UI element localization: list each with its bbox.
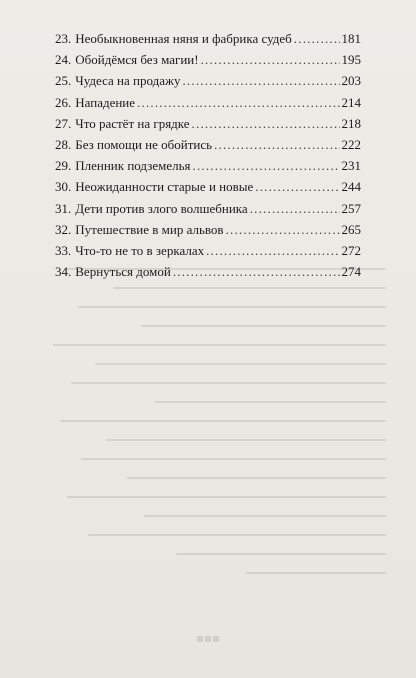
reverse-page-bleed-through [36,268,386,628]
dot-leader [182,70,339,91]
chapter-number: 31. [55,200,72,216]
page-number: 195 [341,52,361,68]
page-number: 272 [341,242,361,258]
toc-entry [55,240,361,261]
toc-entry [55,261,361,282]
chapter-number: 32. [55,221,72,237]
dot-leader [193,155,340,176]
toc-entry [55,113,361,134]
chapter-title: Пленник подземелья [75,158,191,174]
chapter-title: Нападение [75,94,136,110]
reverse-page-folio-bleed [196,634,220,644]
chapter-title: Что-то не то в зеркалах [75,242,205,258]
dot-leader [294,28,340,49]
toc-entry [55,70,361,91]
dot-leader [201,49,340,70]
chapter-number: 23. [55,31,72,46]
chapter-number: 29. [55,158,72,174]
toc-entry [55,92,361,113]
chapter-number: 24. [55,52,72,68]
dot-leader [206,240,339,261]
page-number: 203 [341,73,361,89]
toc-entry [55,219,361,240]
page-number: 274 [341,264,361,280]
chapter-title: Обойдёмся без магии! [75,52,199,68]
chapter-number: 30. [55,179,72,195]
chapter-title: Неожиданности старые и новые [75,179,254,195]
chapter-number: 28. [55,136,72,152]
page-number: 231 [341,158,361,174]
dot-leader [192,113,340,134]
page-number: 214 [341,94,361,110]
toc-entry [55,134,361,155]
dot-leader [255,176,339,197]
dot-leader [173,261,340,282]
chapter-number: 34. [55,264,72,280]
chapter-title: Чудеса на продажу [75,73,181,89]
page-number: 257 [341,200,361,216]
chapter-title: Что растёт на грядке [75,115,190,131]
table-of-contents [55,28,361,282]
dot-leader [214,134,339,155]
chapter-title: Необыкновенная няня и фабрика судеб [75,31,292,46]
dot-leader [226,219,340,240]
chapter-number: 26. [55,94,72,110]
dot-leader [250,198,340,219]
toc-entry [55,176,361,197]
page-number: 181 [341,31,361,46]
chapter-title: Вернуться домой [75,264,171,280]
chapter-title: Путешествие в мир альвов [75,221,224,237]
page-number: 222 [341,136,361,152]
chapter-title: Дети против злого волшебника [75,200,248,216]
toc-entry [55,49,361,70]
chapter-number: 25. [55,73,72,89]
toc-entry [55,155,361,176]
toc-entry [55,198,361,219]
page-number: 218 [341,115,361,131]
page-number: 265 [341,221,361,237]
chapter-number: 33. [55,242,72,258]
toc-entry [55,28,361,49]
chapter-title: Без помощи не обойтись [75,136,213,152]
dot-leader [137,92,339,113]
page-number: 244 [341,179,361,195]
chapter-number: 27. [55,115,72,131]
